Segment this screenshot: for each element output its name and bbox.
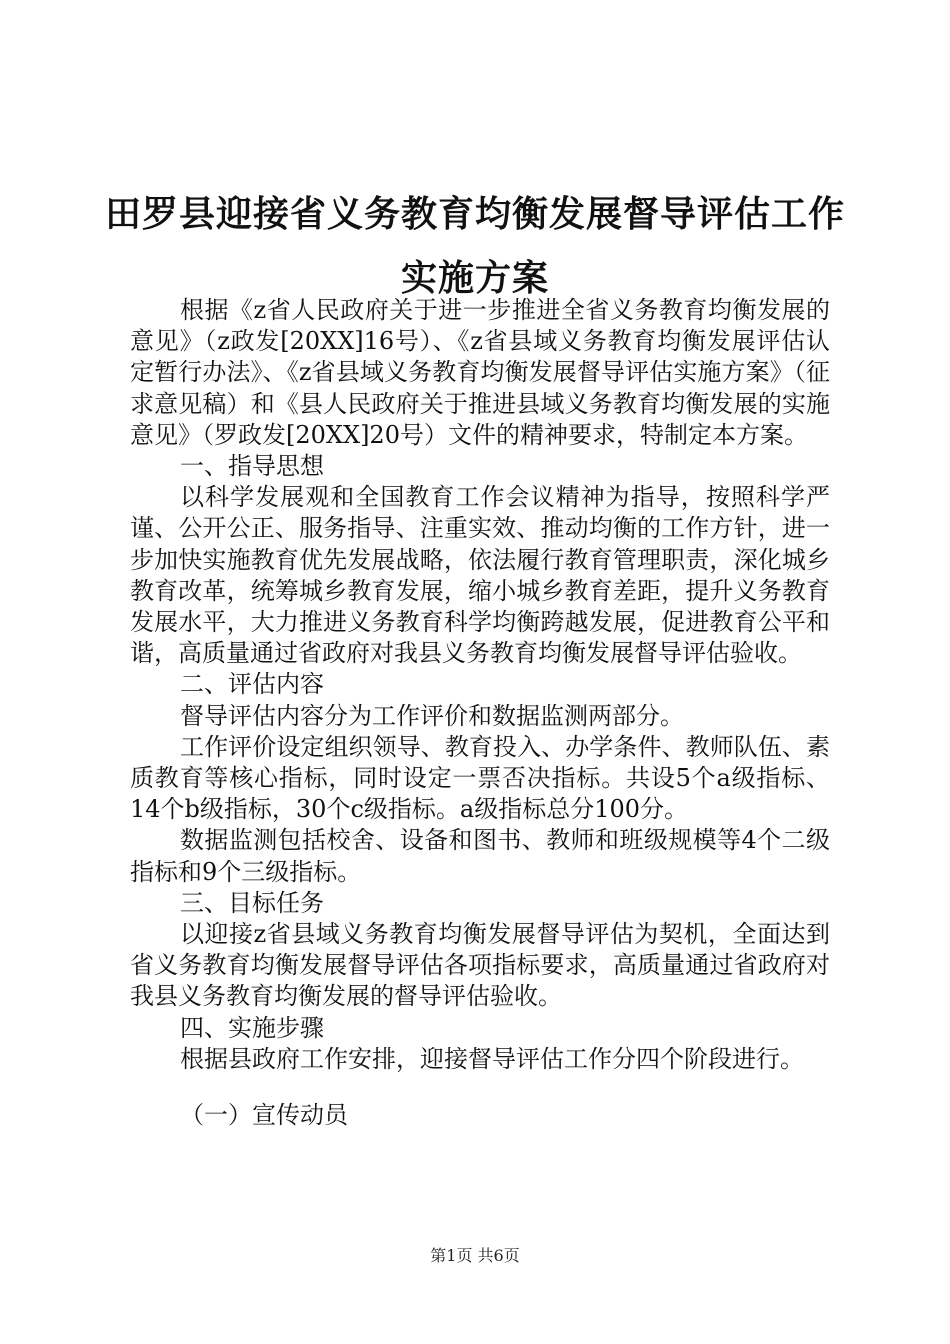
subsection-heading-publicity: （一）宣传动员 <box>180 1101 348 1130</box>
section-heading-guiding-ideology: 一、指导思想 <box>180 452 324 481</box>
page-number-footer: 第1页 共6页 <box>430 1246 520 1265</box>
data-monitoring-paragraph: 数据监测包括校舍、设备和图书、教师和班级规模等4个二级指标和9个三级指标。 <box>130 826 830 886</box>
evaluation-content-paragraph: 督导评估内容分为工作评价和数据监测两部分。 <box>180 701 684 730</box>
work-evaluation-paragraph: 工作评价设定组织领导、教育投入、办学条件、教师队伍、素质教育等核心指标，同时设定一票否决指标。共设5个a级指标、14个b级指标，30个c级指标。a级指标总分100分。 <box>130 732 830 824</box>
document-title-line-1: 田罗县迎接省义务教育均衡发展督导评估工作 <box>104 194 845 235</box>
intro-paragraph: 根据《z省人民政府关于进一步推进全省义务教育均衡发展的意见》（z政发[20XX]16号）、《z省县域义务教育均衡发展评估认定暂行办法》、《z省县域义务教育均衡发展督导评估实施方案》（征求意见稿）和《县人民政府关于推进县域义务教育均衡发展的实施意见》（罗政发[20XX]20号）文件的精神要求，特制定本方案。 <box>130 296 830 449</box>
section-heading-evaluation-content: 二、评估内容 <box>180 670 324 699</box>
document-title-line-2: 实施方案 <box>400 258 549 299</box>
section-heading-goals: 三、目标任务 <box>180 888 324 917</box>
guiding-ideology-paragraph: 以科学发展观和全国教育工作会议精神为指导，按照科学严谨、公开公正、服务指导、注重实效、推动均衡的工作方针，进一步加快实施教育优先发展战略，依法履行教育管理职责，深化城乡教育改革，统筹城乡教育发展，缩小城乡教育差距，提升义务教育发展水平，大力推进义务教育科学均衡跨越发展，促进教育公平和谐，高质量通过省政府对我县义务教育均衡发展督导评估验收。 <box>130 483 830 668</box>
section-heading-steps: 四、实施步骤 <box>180 1013 324 1042</box>
document-body <box>130 295 830 1131</box>
steps-paragraph: 根据县政府工作安排，迎接督导评估工作分四个阶段进行。 <box>180 1044 804 1073</box>
goals-paragraph: 以迎接z省县域义务教育均衡发展督导评估为契机，全面达到省义务教育均衡发展督导评估各项指标要求，高质量通过省政府对我县义务教育均衡发展的督导评估验收。 <box>130 920 830 1011</box>
